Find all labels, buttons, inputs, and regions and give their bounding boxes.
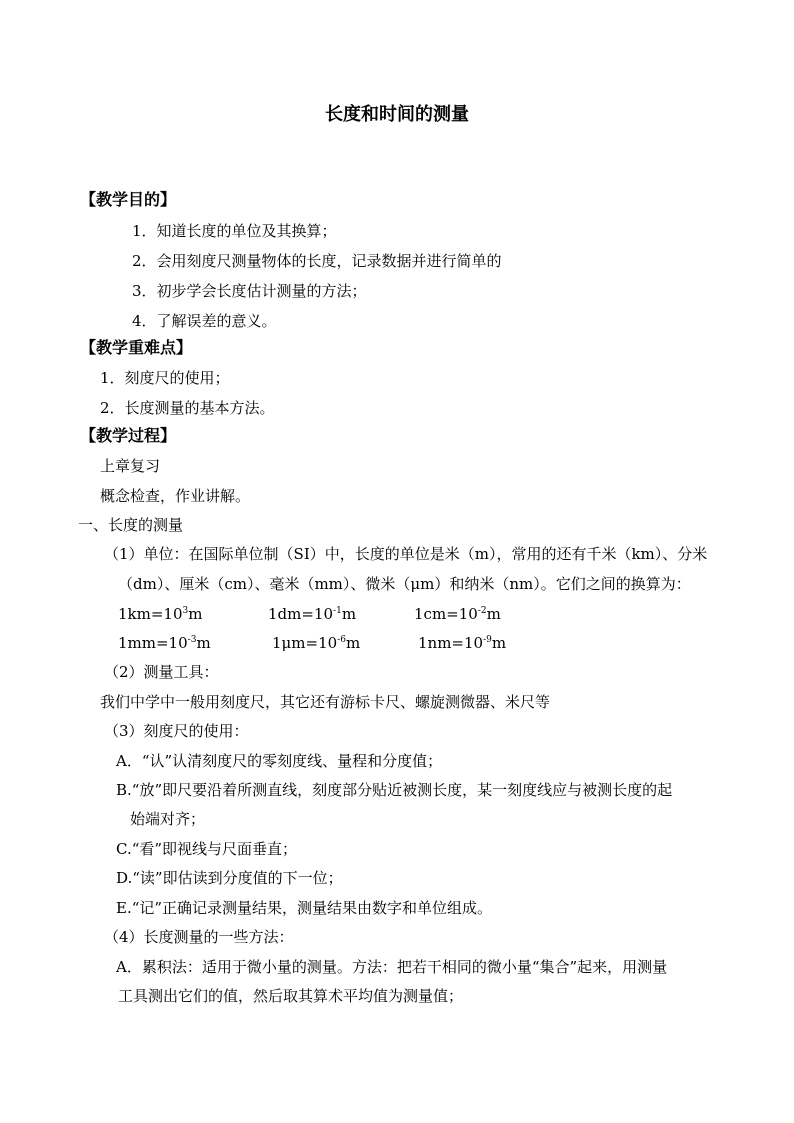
objective-item-2: 2．会用刻度尺测量物体的长度，记录数据并进行简单的 — [132, 252, 502, 270]
section-heading-key-points: 【教学重难点】 — [80, 338, 193, 357]
conversion-nm: $1nm=10^{-9}m$ — [418, 634, 507, 652]
ruler-step-a: A．“认”认清刻度尺的零刻度线、量程和分度值； — [116, 752, 443, 770]
unit-paragraph-line-2: （dm）、厘米（cm）、毫米（mm）、微米（μm）和纳米（nm）。它们之间的换算为： — [118, 575, 691, 593]
conversion-um: $1\mu m=10^{-6}m$ — [272, 634, 361, 652]
key-point-item-1: 1．刻度尺的使用； — [100, 369, 230, 387]
page-title: 长度和时间的测量 — [325, 104, 469, 125]
ruler-usage-label: （3）刻度尺的使用： — [104, 722, 249, 740]
conversion-dm: $1dm=10^{-1}m$ — [268, 605, 357, 623]
objective-item-4: 4．了解误差的意义。 — [132, 312, 277, 330]
unit-paragraph-line-1: （1）单位：在国际单位制（SI）中，长度的单位是米（m），常用的还有千米（km）、分米 — [104, 545, 708, 563]
key-point-item-2: 2．长度测量的基本方法。 — [100, 399, 275, 417]
section-heading-objectives: 【教学目的】 — [80, 190, 177, 209]
review-note-line: 概念检查，作业讲解。 — [100, 487, 251, 505]
tools-label: （2）测量工具： — [104, 663, 219, 681]
conversion-km: $1km=10^3m$ — [118, 605, 203, 623]
part-heading-length: 一、长度的测量 — [78, 516, 184, 534]
conversion-cm: $1cm=10^{-2}m$ — [414, 605, 501, 623]
ruler-step-b-line-2: 始端对齐； — [130, 810, 206, 828]
methods-label: （4）长度测量的一些方法： — [104, 928, 294, 946]
ruler-step-b-line-1: B.“放”即尺要沿着所测直线，刻度部分贴近被测长度，某一刻度线应与被测长度的起 — [116, 781, 673, 799]
method-a-line-1: A．累积法：适用于微小量的测量。方法：把若干相同的微小量“集合”起来，用测量 — [116, 958, 668, 976]
objective-item-3: 3．初步学会长度估计测量的方法； — [132, 282, 367, 300]
review-line: 上章复习 — [100, 457, 161, 475]
ruler-step-c: C.“看”即视线与尺面垂直； — [116, 840, 298, 858]
conversion-mm: $1mm=10^{-3}m$ — [118, 634, 211, 652]
method-a-line-2: 工具测出它们的值，然后取其算术平均值为测量值； — [118, 987, 464, 1005]
ruler-step-e: E.“记”正确记录测量结果，测量结果由数字和单位组成。 — [116, 899, 493, 917]
tools-text: 我们中学中一般用刻度尺，其它还有游标卡尺、螺旋测微器、米尺等 — [100, 693, 551, 711]
section-heading-process: 【教学过程】 — [80, 426, 177, 445]
objective-item-1: 1．知道长度的单位及其换算； — [132, 222, 337, 240]
ruler-step-d: D.“读”即估读到分度值的下一位； — [116, 869, 343, 887]
